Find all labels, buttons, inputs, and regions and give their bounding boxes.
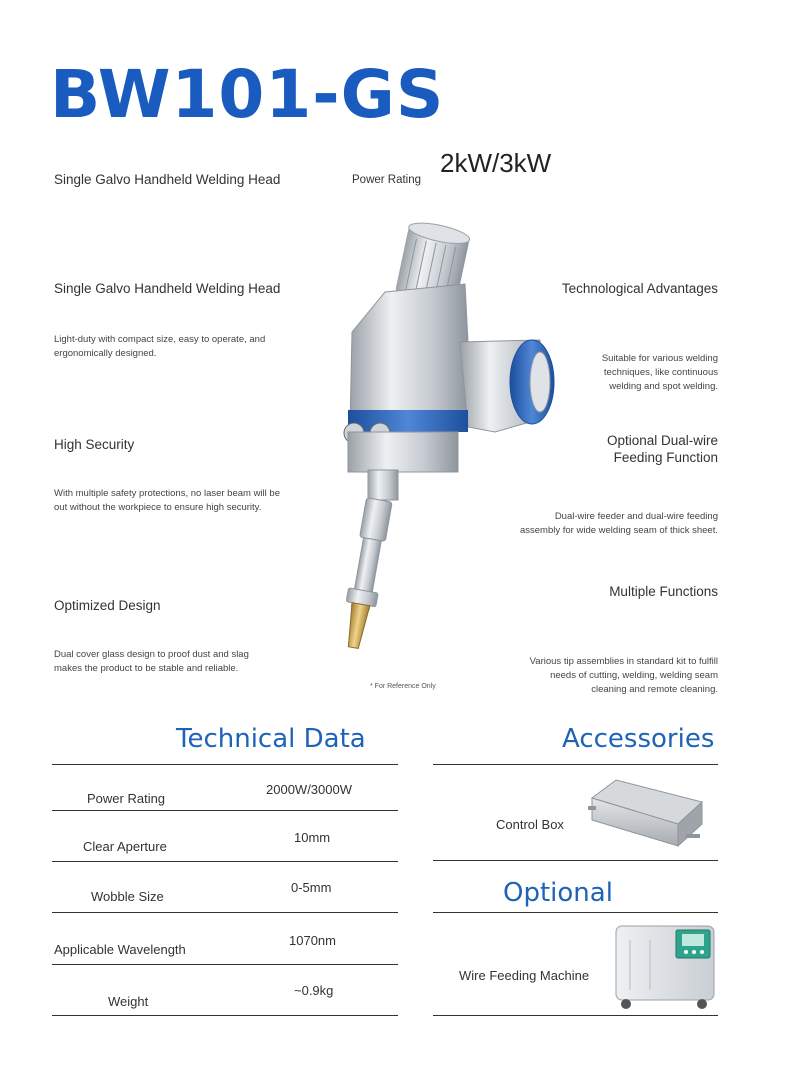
tech-row-2-label: Clear Aperture: [83, 839, 167, 854]
optional-bottom-divider: [433, 1015, 718, 1016]
product-subtitle: Single Galvo Handheld Welding Head: [54, 172, 281, 187]
feature-right-1-text: Suitable for various welding techniques, like continuous welding and spot welding.: [601, 353, 718, 392]
power-rating-value: 2kW/3kW: [440, 148, 552, 178]
feature-left-3-heading: Optimized Design: [54, 598, 161, 613]
accessories-top-divider: [433, 764, 718, 765]
feature-right-1-heading: Technological Advantages: [561, 281, 718, 296]
tech-row-1-label: Power Rating: [87, 791, 166, 806]
feature-left-2-heading: High Security: [54, 437, 135, 452]
tech-row-5-value: ~0.9kg: [294, 983, 334, 998]
feature-left-2-text: With multiple safety protections, no laser beam will be out without the workpiece to ensure high security.: [54, 488, 280, 513]
tech-row-4-value: 1070nm: [289, 933, 336, 948]
tech-row-5-label: Weight: [108, 994, 149, 1009]
tech-divider: [52, 912, 398, 913]
feature-left-1-heading: Single Galvo Handheld Welding Head: [54, 281, 281, 296]
welding-head-image: [290, 222, 560, 672]
accessories-bottom-divider: [433, 860, 718, 861]
feature-right-3-heading: Multiple Functions: [609, 584, 718, 599]
control-box-image: [586, 776, 708, 850]
feature-left-1-text: Light-duty with compact size, easy to operate, and ergonomically designed.: [54, 334, 266, 359]
accessories-title: Accessories: [562, 724, 715, 754]
tech-divider: [52, 964, 398, 965]
optional-title: Optional: [503, 878, 613, 908]
feature-right-2-heading: Optional Dual-wire Feeding Function: [606, 433, 718, 465]
technical-bottom-divider: [52, 1015, 398, 1016]
power-rating-label: Power Rating: [352, 174, 422, 186]
reference-note: * For Reference Only: [370, 683, 436, 690]
technical-data-title: Technical Data: [176, 724, 366, 754]
tech-row-4-label: Applicable Wavelength: [54, 942, 186, 957]
tech-row-3-value: 0-5mm: [291, 880, 332, 895]
product-model-title: BW101-GS: [50, 56, 445, 133]
optional-top-divider: [433, 912, 718, 913]
control-box-label: Control Box: [496, 817, 564, 832]
feature-right-3-text: Various tip assemblies in standard kit to fulfill needs of cutting, welding, welding seam cleaning and remote cleaning.: [529, 656, 718, 695]
technical-top-divider: [52, 764, 398, 765]
tech-row-2-value: 10mm: [294, 830, 331, 845]
tech-divider: [52, 810, 398, 811]
tech-divider: [52, 861, 398, 862]
wire-feeder-label: Wire Feeding Machine: [459, 968, 590, 983]
tech-row-1-value: 2000W/3000W: [266, 782, 352, 797]
feature-left-3-text: Dual cover glass design to proof dust and slag makes the product to be stable and reliable.: [54, 649, 249, 674]
tech-row-3-label: Wobble Size: [91, 889, 164, 904]
wire-feeding-machine-image: [610, 920, 720, 1012]
feature-right-2-text: Dual-wire feeder and dual-wire feeding assembly for wide welding seam of thick sheet.: [519, 511, 718, 536]
